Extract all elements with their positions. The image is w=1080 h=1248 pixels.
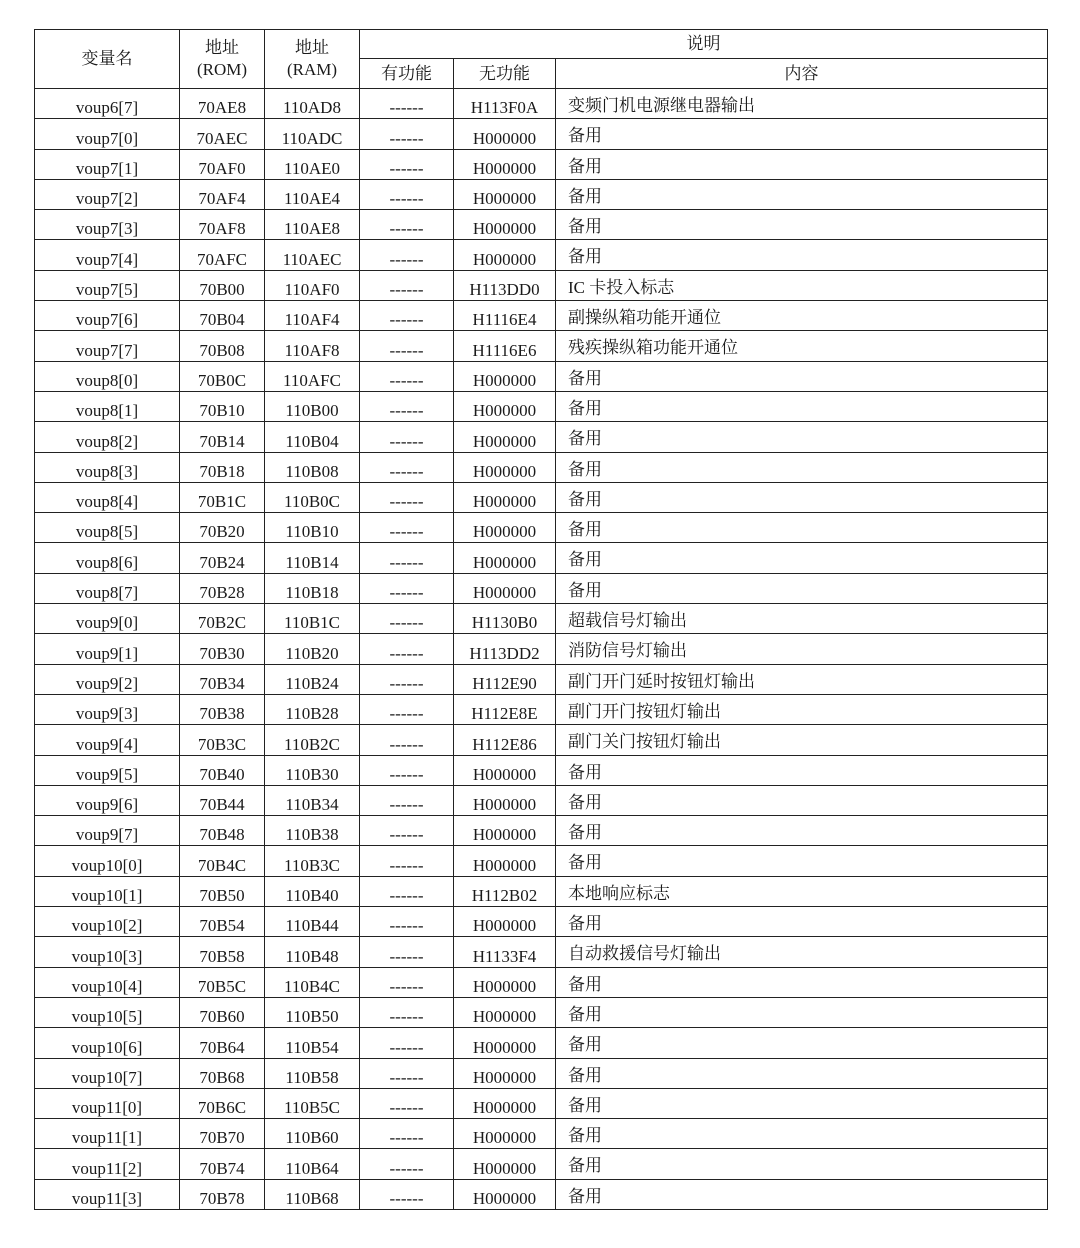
table-row bbox=[35, 119, 1048, 149]
table-row bbox=[35, 846, 1048, 876]
cell-address-ram: 110B10 bbox=[265, 513, 360, 543]
cell-content: 超载信号灯输出 bbox=[556, 604, 1048, 634]
cell-address-rom: 70B74 bbox=[180, 1149, 265, 1179]
cell-function-off: H000000 bbox=[454, 1028, 556, 1058]
cell-address-rom: 70B48 bbox=[180, 816, 265, 846]
cell-address-rom: 70B58 bbox=[180, 937, 265, 967]
cell-function-on: ------ bbox=[360, 391, 454, 421]
cell-address-ram: 110AE0 bbox=[265, 149, 360, 179]
cell-address-rom: 70B54 bbox=[180, 907, 265, 937]
cell-function-off: H000000 bbox=[454, 967, 556, 997]
cell-var-name: voup9[3] bbox=[35, 694, 180, 724]
header-function-on: 有功能 bbox=[360, 59, 454, 89]
cell-function-off: H000000 bbox=[454, 755, 556, 785]
cell-content: 备用 bbox=[556, 422, 1048, 452]
cell-function-off: H113DD2 bbox=[454, 634, 556, 664]
cell-address-rom: 70B18 bbox=[180, 452, 265, 482]
table-row bbox=[35, 876, 1048, 906]
cell-content: 备用 bbox=[556, 846, 1048, 876]
cell-var-name: voup9[1] bbox=[35, 634, 180, 664]
cell-address-ram: 110ADC bbox=[265, 119, 360, 149]
cell-address-ram: 110B44 bbox=[265, 907, 360, 937]
cell-function-on: ------ bbox=[360, 604, 454, 634]
cell-var-name: voup8[3] bbox=[35, 452, 180, 482]
cell-var-name: voup11[1] bbox=[35, 1119, 180, 1149]
table-row bbox=[35, 452, 1048, 482]
cell-address-rom: 70AF8 bbox=[180, 210, 265, 240]
table-row bbox=[35, 270, 1048, 300]
cell-address-rom: 70B44 bbox=[180, 785, 265, 815]
table-body bbox=[35, 89, 1048, 1210]
cell-address-rom: 70B10 bbox=[180, 391, 265, 421]
table-row bbox=[35, 1058, 1048, 1088]
cell-function-off: H000000 bbox=[454, 210, 556, 240]
cell-function-off: H000000 bbox=[454, 1058, 556, 1088]
table-row bbox=[35, 725, 1048, 755]
cell-address-ram: 110AE4 bbox=[265, 179, 360, 209]
cell-address-rom: 70B3C bbox=[180, 725, 265, 755]
cell-function-on: ------ bbox=[360, 270, 454, 300]
table-row bbox=[35, 816, 1048, 846]
cell-address-ram: 110B00 bbox=[265, 391, 360, 421]
cell-function-off: H000000 bbox=[454, 361, 556, 391]
cell-address-ram: 110B14 bbox=[265, 543, 360, 573]
cell-var-name: voup10[1] bbox=[35, 876, 180, 906]
cell-function-off: H113DD0 bbox=[454, 270, 556, 300]
cell-function-on: ------ bbox=[360, 422, 454, 452]
cell-function-off: H112E8E bbox=[454, 694, 556, 724]
cell-function-on: ------ bbox=[360, 937, 454, 967]
cell-address-rom: 70B30 bbox=[180, 634, 265, 664]
cell-address-rom: 70B78 bbox=[180, 1179, 265, 1209]
cell-function-on: ------ bbox=[360, 543, 454, 573]
cell-content: 备用 bbox=[556, 482, 1048, 512]
cell-address-rom: 70B5C bbox=[180, 967, 265, 997]
cell-address-rom: 70B28 bbox=[180, 573, 265, 603]
cell-function-on: ------ bbox=[360, 1149, 454, 1179]
cell-var-name: voup9[0] bbox=[35, 604, 180, 634]
cell-function-off: H000000 bbox=[454, 422, 556, 452]
cell-var-name: voup9[5] bbox=[35, 755, 180, 785]
cell-function-on: ------ bbox=[360, 1058, 454, 1088]
cell-content: 备用 bbox=[556, 785, 1048, 815]
cell-function-off: H113F0A bbox=[454, 89, 556, 119]
cell-address-rom: 70B24 bbox=[180, 543, 265, 573]
cell-function-on: ------ bbox=[360, 119, 454, 149]
cell-var-name: voup7[4] bbox=[35, 240, 180, 270]
cell-content: 备用 bbox=[556, 361, 1048, 391]
cell-content: 副操纵箱功能开通位 bbox=[556, 301, 1048, 331]
cell-var-name: voup7[0] bbox=[35, 119, 180, 149]
cell-function-on: ------ bbox=[360, 513, 454, 543]
cell-content: 副门开门按钮灯输出 bbox=[556, 694, 1048, 724]
cell-content: 副门关门按钮灯输出 bbox=[556, 725, 1048, 755]
cell-var-name: voup8[4] bbox=[35, 482, 180, 512]
cell-function-off: H1116E4 bbox=[454, 301, 556, 331]
cell-content: 备用 bbox=[556, 907, 1048, 937]
cell-var-name: voup11[2] bbox=[35, 1149, 180, 1179]
cell-function-on: ------ bbox=[360, 301, 454, 331]
cell-function-off: H000000 bbox=[454, 816, 556, 846]
cell-content: 备用 bbox=[556, 210, 1048, 240]
cell-address-ram: 110B08 bbox=[265, 452, 360, 482]
cell-content: 备用 bbox=[556, 179, 1048, 209]
header-var-name: 变量名 bbox=[35, 30, 180, 89]
cell-function-off: H000000 bbox=[454, 482, 556, 512]
cell-address-rom: 70AF4 bbox=[180, 179, 265, 209]
cell-var-name: voup7[1] bbox=[35, 149, 180, 179]
cell-address-ram: 110B68 bbox=[265, 1179, 360, 1209]
cell-function-on: ------ bbox=[360, 361, 454, 391]
cell-var-name: voup10[6] bbox=[35, 1028, 180, 1058]
cell-function-off: H1116E6 bbox=[454, 331, 556, 361]
table-row bbox=[35, 149, 1048, 179]
cell-function-on: ------ bbox=[360, 210, 454, 240]
cell-address-ram: 110AD8 bbox=[265, 89, 360, 119]
cell-address-ram: 110B48 bbox=[265, 937, 360, 967]
cell-content: 备用 bbox=[556, 391, 1048, 421]
cell-var-name: voup8[6] bbox=[35, 543, 180, 573]
cell-var-name: voup7[7] bbox=[35, 331, 180, 361]
cell-var-name: voup7[6] bbox=[35, 301, 180, 331]
cell-address-ram: 110B4C bbox=[265, 967, 360, 997]
cell-content: 备用 bbox=[556, 1088, 1048, 1118]
cell-function-on: ------ bbox=[360, 179, 454, 209]
cell-var-name: voup11[3] bbox=[35, 1179, 180, 1209]
table-row bbox=[35, 240, 1048, 270]
cell-var-name: voup11[0] bbox=[35, 1088, 180, 1118]
cell-address-ram: 110B04 bbox=[265, 422, 360, 452]
cell-address-rom: 70B04 bbox=[180, 301, 265, 331]
cell-content: 备用 bbox=[556, 1149, 1048, 1179]
table-row bbox=[35, 937, 1048, 967]
table-row bbox=[35, 1179, 1048, 1209]
cell-function-off: H000000 bbox=[454, 846, 556, 876]
cell-var-name: voup8[2] bbox=[35, 422, 180, 452]
cell-address-ram: 110B58 bbox=[265, 1058, 360, 1088]
cell-content: 备用 bbox=[556, 452, 1048, 482]
table-row bbox=[35, 907, 1048, 937]
cell-var-name: voup9[2] bbox=[35, 664, 180, 694]
cell-content: 备用 bbox=[556, 1058, 1048, 1088]
table-row bbox=[35, 604, 1048, 634]
cell-address-ram: 110B5C bbox=[265, 1088, 360, 1118]
cell-content: 消防信号灯输出 bbox=[556, 634, 1048, 664]
header-address-ram bbox=[265, 30, 360, 89]
table-row bbox=[35, 755, 1048, 785]
cell-var-name: voup6[7] bbox=[35, 89, 180, 119]
cell-var-name: voup8[7] bbox=[35, 573, 180, 603]
cell-var-name: voup7[5] bbox=[35, 270, 180, 300]
cell-content: 备用 bbox=[556, 997, 1048, 1027]
cell-function-on: ------ bbox=[360, 452, 454, 482]
cell-var-name: voup9[6] bbox=[35, 785, 180, 815]
cell-address-ram: 110B18 bbox=[265, 573, 360, 603]
cell-function-on: ------ bbox=[360, 149, 454, 179]
table-row bbox=[35, 694, 1048, 724]
header-address-ram-line2: (RAM) bbox=[286, 60, 338, 79]
cell-function-off: H000000 bbox=[454, 1088, 556, 1118]
cell-address-ram: 110AE8 bbox=[265, 210, 360, 240]
cell-function-off: H1133F4 bbox=[454, 937, 556, 967]
cell-var-name: voup8[1] bbox=[35, 391, 180, 421]
cell-function-off: H000000 bbox=[454, 907, 556, 937]
header-explain: 说明 bbox=[360, 30, 1048, 59]
cell-address-rom: 70B08 bbox=[180, 331, 265, 361]
cell-address-ram: 110AF4 bbox=[265, 301, 360, 331]
cell-content: 备用 bbox=[556, 1119, 1048, 1149]
cell-content: 备用 bbox=[556, 1179, 1048, 1209]
cell-content: 备用 bbox=[556, 816, 1048, 846]
cell-function-off: H000000 bbox=[454, 513, 556, 543]
cell-address-ram: 110B50 bbox=[265, 997, 360, 1027]
cell-function-off: H000000 bbox=[454, 119, 556, 149]
cell-function-on: ------ bbox=[360, 331, 454, 361]
cell-address-ram: 110B0C bbox=[265, 482, 360, 512]
cell-function-on: ------ bbox=[360, 1028, 454, 1058]
cell-var-name: voup8[0] bbox=[35, 361, 180, 391]
cell-address-rom: 70B64 bbox=[180, 1028, 265, 1058]
cell-var-name: voup7[3] bbox=[35, 210, 180, 240]
cell-function-off: H000000 bbox=[454, 573, 556, 603]
table-row bbox=[35, 1149, 1048, 1179]
cell-address-rom: 70B2C bbox=[180, 604, 265, 634]
cell-var-name: voup10[4] bbox=[35, 967, 180, 997]
cell-function-off: H000000 bbox=[454, 997, 556, 1027]
cell-function-on: ------ bbox=[360, 725, 454, 755]
cell-function-off: H000000 bbox=[454, 1179, 556, 1209]
cell-content: 副门开门延时按钮灯输出 bbox=[556, 664, 1048, 694]
cell-address-ram: 110B30 bbox=[265, 755, 360, 785]
cell-var-name: voup10[7] bbox=[35, 1058, 180, 1088]
cell-function-on: ------ bbox=[360, 240, 454, 270]
cell-content: 备用 bbox=[556, 573, 1048, 603]
cell-function-on: ------ bbox=[360, 846, 454, 876]
table-row bbox=[35, 361, 1048, 391]
table-row bbox=[35, 634, 1048, 664]
cell-function-on: ------ bbox=[360, 1119, 454, 1149]
cell-content: 备用 bbox=[556, 1028, 1048, 1058]
cell-function-off: H112B02 bbox=[454, 876, 556, 906]
cell-address-rom: 70B4C bbox=[180, 846, 265, 876]
table-row bbox=[35, 210, 1048, 240]
cell-var-name: voup10[2] bbox=[35, 907, 180, 937]
cell-function-on: ------ bbox=[360, 89, 454, 119]
cell-address-rom: 70B1C bbox=[180, 482, 265, 512]
header-address-rom-line2: (ROM) bbox=[196, 60, 248, 79]
cell-function-on: ------ bbox=[360, 907, 454, 937]
cell-function-on: ------ bbox=[360, 1179, 454, 1209]
cell-function-on: ------ bbox=[360, 694, 454, 724]
header-address-ram-line1: 地址 bbox=[295, 38, 329, 57]
cell-var-name: voup10[5] bbox=[35, 997, 180, 1027]
table-row bbox=[35, 301, 1048, 331]
cell-function-on: ------ bbox=[360, 997, 454, 1027]
cell-address-ram: 110B34 bbox=[265, 785, 360, 815]
cell-function-on: ------ bbox=[360, 785, 454, 815]
cell-function-on: ------ bbox=[360, 755, 454, 785]
cell-address-rom: 70AE8 bbox=[180, 89, 265, 119]
cell-address-rom: 70B70 bbox=[180, 1119, 265, 1149]
cell-content: 备用 bbox=[556, 755, 1048, 785]
table-row bbox=[35, 785, 1048, 815]
cell-var-name: voup10[0] bbox=[35, 846, 180, 876]
cell-address-ram: 110B1C bbox=[265, 604, 360, 634]
cell-address-rom: 70B14 bbox=[180, 422, 265, 452]
cell-address-rom: 70B6C bbox=[180, 1088, 265, 1118]
table-row bbox=[35, 482, 1048, 512]
cell-address-ram: 110B40 bbox=[265, 876, 360, 906]
table-row bbox=[35, 967, 1048, 997]
cell-address-ram: 110B28 bbox=[265, 694, 360, 724]
cell-function-on: ------ bbox=[360, 967, 454, 997]
table-row bbox=[35, 179, 1048, 209]
cell-address-ram: 110B24 bbox=[265, 664, 360, 694]
cell-content: 备用 bbox=[556, 513, 1048, 543]
cell-address-rom: 70B68 bbox=[180, 1058, 265, 1088]
table-row bbox=[35, 331, 1048, 361]
header-address-rom bbox=[180, 30, 265, 89]
cell-content: 备用 bbox=[556, 543, 1048, 573]
cell-address-rom: 70B50 bbox=[180, 876, 265, 906]
cell-function-off: H112E90 bbox=[454, 664, 556, 694]
cell-content: IC 卡投入标志 bbox=[556, 270, 1048, 300]
table-row bbox=[35, 1119, 1048, 1149]
cell-function-off: H000000 bbox=[454, 391, 556, 421]
cell-function-on: ------ bbox=[360, 1088, 454, 1118]
cell-address-ram: 110B60 bbox=[265, 1119, 360, 1149]
cell-content: 备用 bbox=[556, 967, 1048, 997]
cell-var-name: voup8[5] bbox=[35, 513, 180, 543]
cell-function-off: H112E86 bbox=[454, 725, 556, 755]
cell-address-ram: 110B20 bbox=[265, 634, 360, 664]
table-row bbox=[35, 664, 1048, 694]
cell-content: 备用 bbox=[556, 149, 1048, 179]
table-row bbox=[35, 573, 1048, 603]
table-row bbox=[35, 89, 1048, 119]
cell-function-on: ------ bbox=[360, 482, 454, 512]
table-row bbox=[35, 997, 1048, 1027]
cell-address-rom: 70B00 bbox=[180, 270, 265, 300]
cell-function-off: H000000 bbox=[454, 179, 556, 209]
cell-content: 自动救援信号灯输出 bbox=[556, 937, 1048, 967]
cell-function-off: H000000 bbox=[454, 240, 556, 270]
table-row bbox=[35, 1088, 1048, 1118]
table-row bbox=[35, 1028, 1048, 1058]
header-address-rom-line1: 地址 bbox=[205, 38, 239, 57]
cell-function-off: H000000 bbox=[454, 149, 556, 179]
cell-address-ram: 110AF0 bbox=[265, 270, 360, 300]
cell-address-rom: 70AEC bbox=[180, 119, 265, 149]
table-row bbox=[35, 543, 1048, 573]
cell-content: 备用 bbox=[556, 119, 1048, 149]
cell-content: 残疾操纵箱功能开通位 bbox=[556, 331, 1048, 361]
table-header bbox=[35, 30, 1048, 89]
cell-content: 本地响应标志 bbox=[556, 876, 1048, 906]
cell-address-ram: 110AFC bbox=[265, 361, 360, 391]
cell-address-ram: 110B2C bbox=[265, 725, 360, 755]
cell-address-rom: 70B34 bbox=[180, 664, 265, 694]
cell-address-rom: 70AFC bbox=[180, 240, 265, 270]
cell-var-name: voup10[3] bbox=[35, 937, 180, 967]
cell-function-off: H1130B0 bbox=[454, 604, 556, 634]
header-content: 内容 bbox=[556, 59, 1048, 89]
cell-function-off: H000000 bbox=[454, 785, 556, 815]
cell-address-rom: 70B20 bbox=[180, 513, 265, 543]
table-row bbox=[35, 391, 1048, 421]
cell-function-on: ------ bbox=[360, 664, 454, 694]
cell-var-name: voup7[2] bbox=[35, 179, 180, 209]
variable-address-table bbox=[34, 29, 1048, 1210]
cell-var-name: voup9[4] bbox=[35, 725, 180, 755]
cell-address-ram: 110B54 bbox=[265, 1028, 360, 1058]
cell-function-on: ------ bbox=[360, 573, 454, 603]
cell-address-ram: 110B3C bbox=[265, 846, 360, 876]
cell-address-ram: 110B38 bbox=[265, 816, 360, 846]
cell-function-off: H000000 bbox=[454, 543, 556, 573]
cell-address-rom: 70AF0 bbox=[180, 149, 265, 179]
cell-content: 变频门机电源继电器输出 bbox=[556, 89, 1048, 119]
cell-content: 备用 bbox=[556, 240, 1048, 270]
cell-function-off: H000000 bbox=[454, 1149, 556, 1179]
cell-function-on: ------ bbox=[360, 816, 454, 846]
cell-address-ram: 110B64 bbox=[265, 1149, 360, 1179]
cell-address-ram: 110AF8 bbox=[265, 331, 360, 361]
table-row bbox=[35, 513, 1048, 543]
cell-address-rom: 70B40 bbox=[180, 755, 265, 785]
cell-function-off: H000000 bbox=[454, 1119, 556, 1149]
cell-address-rom: 70B0C bbox=[180, 361, 265, 391]
cell-var-name: voup9[7] bbox=[35, 816, 180, 846]
cell-address-ram: 110AEC bbox=[265, 240, 360, 270]
header-function-off: 无功能 bbox=[454, 59, 556, 89]
cell-function-on: ------ bbox=[360, 876, 454, 906]
table-row bbox=[35, 422, 1048, 452]
cell-function-on: ------ bbox=[360, 634, 454, 664]
cell-address-rom: 70B60 bbox=[180, 997, 265, 1027]
cell-address-rom: 70B38 bbox=[180, 694, 265, 724]
cell-function-off: H000000 bbox=[454, 452, 556, 482]
